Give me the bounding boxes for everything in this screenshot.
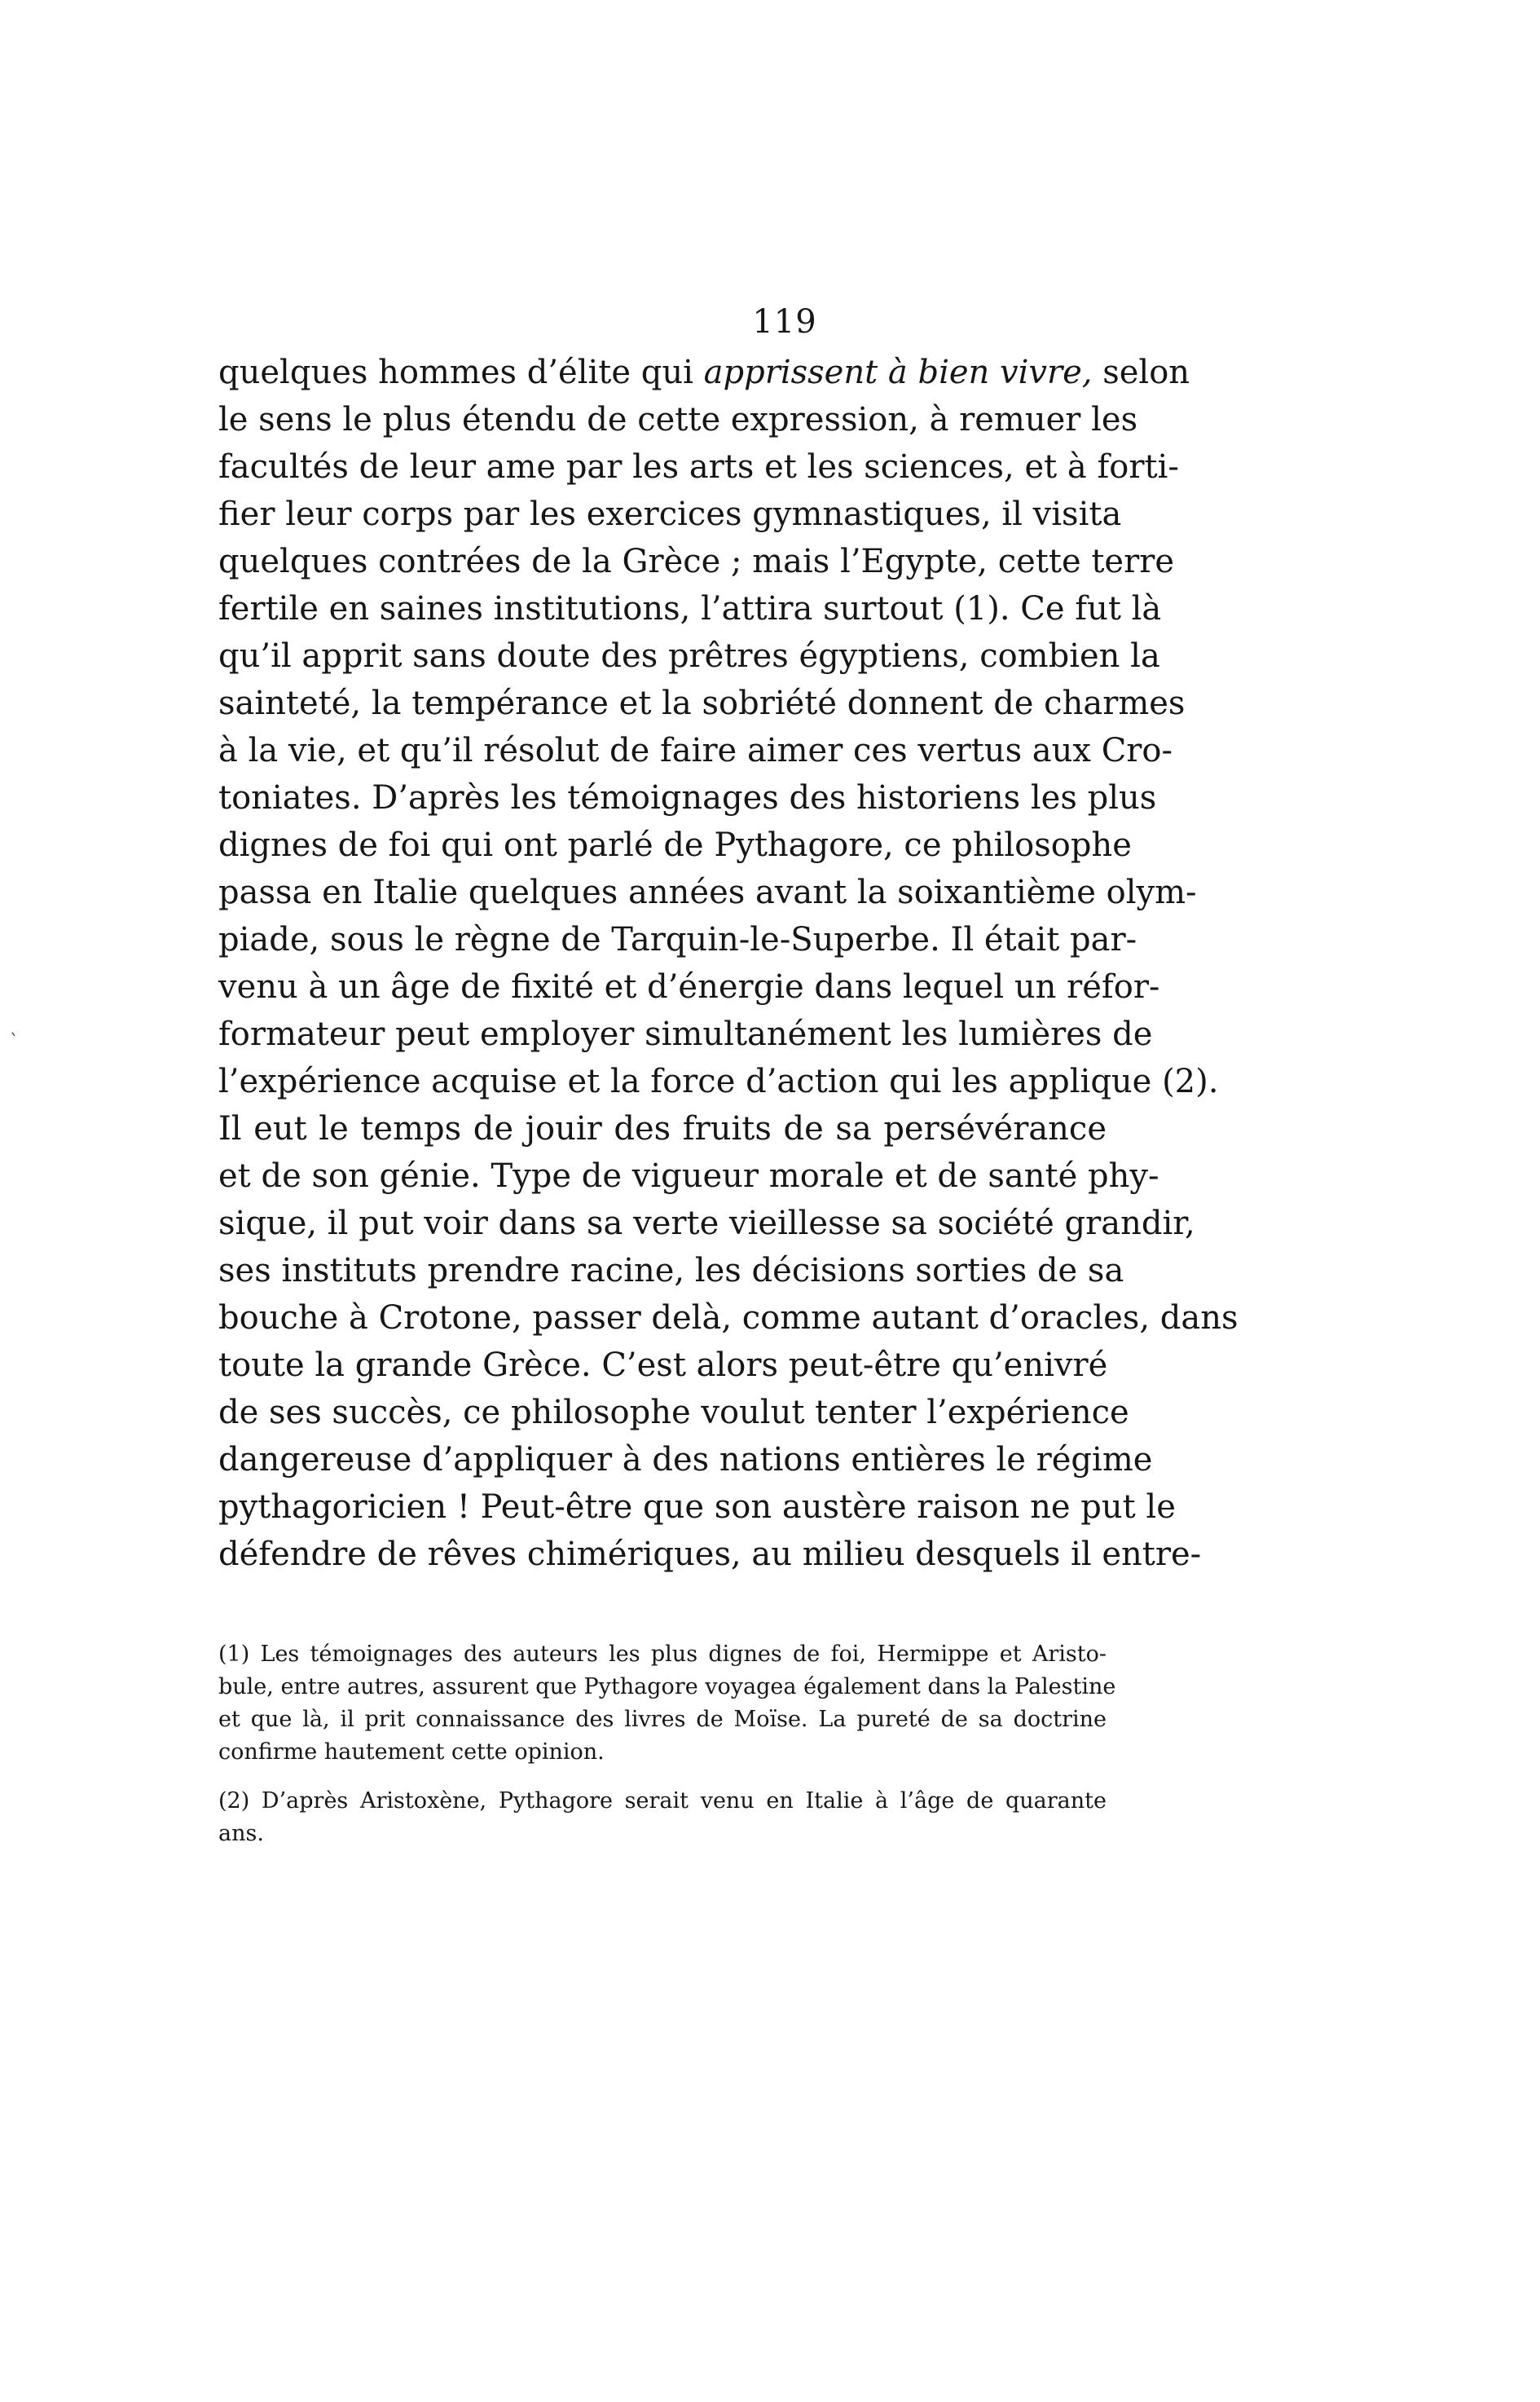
footnote-line: et que là, il prit connaissance des livres de Moïse. La pureté de sa doctrine — [218, 1707, 1107, 1732]
body-line: défendre de rêves chimériques, au milieu desquels il entre- — [218, 1536, 1202, 1573]
body-line: sique, il put voir dans sa verte vieillesse sa société grandir, — [218, 1205, 1195, 1242]
footnotes — [218, 1638, 1116, 1850]
body-line: dignes de foi qui ont parlé de Pythagore, ce philosophe — [218, 826, 1132, 864]
page-number: 119 — [752, 303, 817, 341]
line-text: selon — [1092, 354, 1190, 391]
footnote-2 — [218, 1785, 1107, 1850]
footnote-line: ans. — [218, 1821, 264, 1846]
stray-mark: ` — [10, 1032, 19, 1052]
body-line: formateur peut employer simultanément les lumières de — [218, 1016, 1153, 1053]
body-line: qu’il apprit sans doute des prêtres égyptiens, combien la — [218, 637, 1160, 675]
italic-phrase: apprissent à bien vivre, — [703, 354, 1093, 391]
line-text: quelques hommes d’élite qui — [218, 354, 704, 391]
body-line: pythagoricien ! Peut-être que son austère raison ne put le — [218, 1488, 1176, 1526]
body-line: l’expérience acquise et la force d’action qui les applique (2). — [218, 1063, 1219, 1100]
body-line: de ses succès, ce philosophe voulut tenter l’expérience — [218, 1394, 1129, 1431]
body-line: facultés de leur ame par les arts et les sciences, et à forti- — [218, 448, 1179, 486]
body-line: sainteté, la tempérance et la sobriété donnent de charmes — [218, 685, 1186, 722]
footnote-line: (2) D’après Aristoxène, Pythagore serait venu en Italie à l’âge de quarante — [218, 1788, 1107, 1814]
footnote-line: confirme hautement cette opinion. — [218, 1739, 605, 1765]
body-line: fertile en saines institutions, l’attira surtout (1). Ce fut là — [218, 590, 1162, 628]
body-line — [218, 349, 1190, 396]
body-line: venu à un âge de fixité et d’énergie dans lequel un réfor- — [218, 968, 1160, 1006]
footnote-line: (1) Les témoignages des auteurs les plus dignes de foi, Hermippe et Aristo- — [218, 1642, 1107, 1667]
body-line: ses instituts prendre racine, les décisions sorties de sa — [218, 1252, 1124, 1289]
footnote-line: bule, entre autres, assurent que Pythagore voyagea également dans la Palestine — [218, 1674, 1116, 1699]
body-line: passa en Italie quelques années avant la soixantième olym- — [218, 874, 1197, 911]
body-line: à la vie, et qu’il résolut de faire aimer ces vertus aux Cro- — [218, 732, 1173, 769]
body-line: toute la grande Grèce. C’est alors peut-être qu’enivré — [218, 1346, 1108, 1384]
body-text — [218, 349, 1239, 1578]
body-line: dangereuse d’appliquer à des nations entières le régime — [218, 1441, 1153, 1479]
footnote-1 — [218, 1638, 1116, 1769]
body-line: quelques contrées de la Grèce ; mais l’Egypte, cette terre — [218, 543, 1174, 580]
body-line: bouche à Crotone, passer delà, comme autant d’oracles, dans — [218, 1299, 1239, 1337]
body-line: fier leur corps par les exercices gymnastiques, il visita — [218, 496, 1122, 533]
body-line: toniates. D’après les témoignages des historiens les plus — [218, 779, 1157, 817]
body-line: le sens le plus étendu de cette expression, à remuer les — [218, 401, 1138, 439]
body-line: et de son génie. Type de vigueur morale et de santé phy- — [218, 1157, 1159, 1195]
body-line: Il eut le temps de jouir des fruits de sa persévérance — [218, 1110, 1107, 1148]
body-line: piade, sous le règne de Tarquin-le-Superbe. Il était par- — [218, 921, 1137, 959]
